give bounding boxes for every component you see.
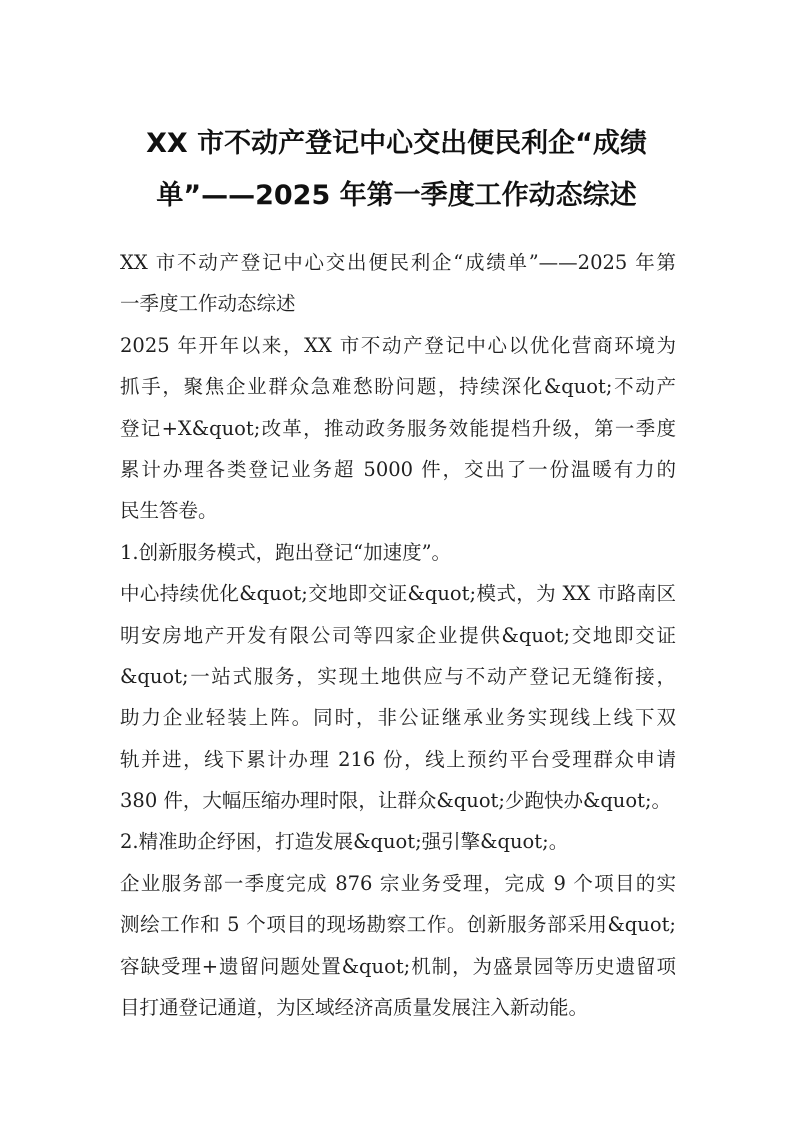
- body-line: 2025 年开年以来，XX 市不动产登记中心以优化营商环境为: [120, 333, 676, 357]
- body-line: 中心持续优化&quot;交地即交证&quot;模式，为 XX 市路南区: [120, 582, 676, 606]
- body-line: 企业服务部一季度完成 876 宗业务受理，完成 9 个项目的实: [120, 871, 676, 895]
- title-line: 单”——2025 年第一季度工作动态综述: [156, 180, 637, 211]
- body-line: 登记+X&quot;改革，推动政务服务效能提档升级，第一季度: [120, 416, 676, 440]
- section-heading: 2.精准助企纾困，打造发展&quot;强引擎&quot;。: [120, 830, 569, 854]
- section-heading: 1.创新服务模式，跑出登记“加速度”。: [120, 540, 452, 564]
- body-line: 明安房地产开发有限公司等四家企业提供&quot;交地即交证: [120, 623, 676, 647]
- body-line: 民生答卷。: [120, 499, 218, 523]
- body-line: 目打通登记通道，为区域经济高质量发展注入新动能。: [120, 996, 589, 1020]
- body-line: 一季度工作动态综述: [120, 292, 296, 316]
- body-line: 380 件，大幅压缩办理时限，让群众&quot;少跑快办&quot;。: [120, 789, 672, 813]
- body-line: 容缺受理+遗留问题处置&quot;机制，为盛景园等历史遗留项: [120, 954, 676, 978]
- document-title: [100, 118, 693, 222]
- body-line: 测绘工作和 5 个项目的现场勘察工作。创新服务部采用&quot;: [120, 913, 676, 937]
- body-line: &quot;一站式服务，实现土地供应与不动产登记无缝衔接，: [120, 664, 676, 688]
- body-line: XX 市不动产登记中心交出便民利企“成绩单”——2025 年第: [120, 251, 676, 274]
- body-line: 累计办理各类登记业务超 5000 件，交出了一份温暖有力的: [120, 457, 676, 481]
- body-line: 轨并进，线下累计办理 216 份，线上预约平台受理群众申请: [120, 747, 676, 771]
- body-line: 抓手，聚焦企业群众急难愁盼问题，持续深化&quot;不动产: [120, 375, 676, 399]
- document-body: [120, 242, 676, 1028]
- body-line: 助力企业轻装上阵。同时，非公证继承业务实现线上线下双: [120, 706, 676, 730]
- title-line: XX 市不动产登记中心交出便民利企“成绩: [146, 128, 647, 159]
